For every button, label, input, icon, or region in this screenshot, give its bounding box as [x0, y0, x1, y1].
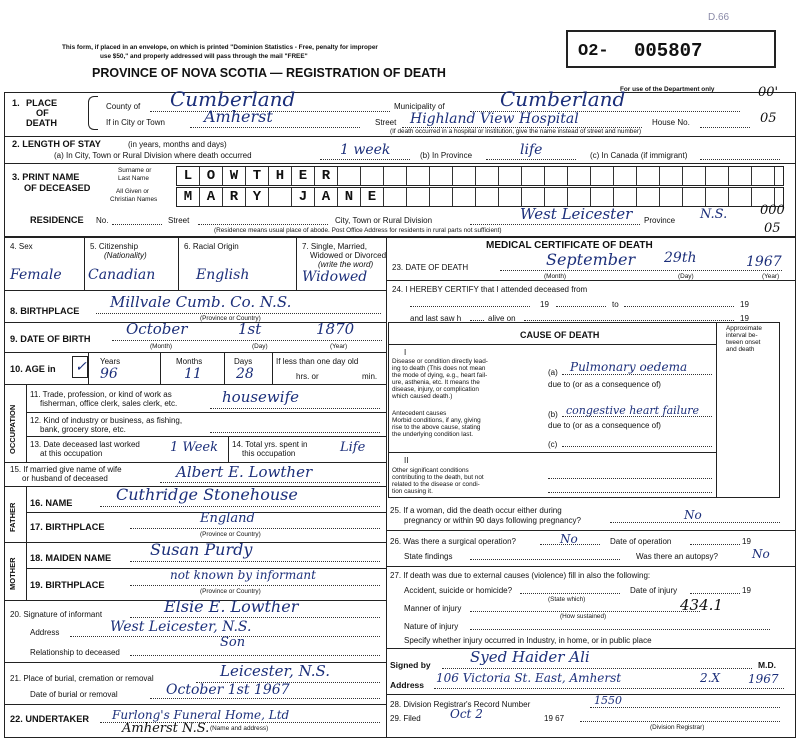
direct-e: disease, injury, or complication	[392, 386, 479, 393]
surname-label-a: Surname or	[118, 167, 152, 174]
direct-d: ure, asthenia, etc. It means the	[392, 379, 480, 386]
roman-1: I	[404, 348, 407, 357]
dob-d-sub: (Day)	[252, 343, 268, 350]
cause-title: CAUSE OF DEATH	[520, 330, 600, 340]
residence-city-label: City, Town or Rural Division	[335, 216, 433, 225]
residence-province: N.S.	[700, 207, 728, 222]
other-a: Other significant conditions	[392, 467, 469, 474]
accident-label: Accident, suicide or homicide?	[404, 586, 513, 595]
ante-b: Morbid conditions, if any, giving	[392, 417, 481, 424]
surname-letter: O	[200, 167, 223, 185]
dob-day: 1st	[238, 320, 262, 338]
due-a: due to (or as a consequence of)	[548, 380, 661, 389]
dob-month: October	[126, 320, 188, 338]
sec2-label: 2. LENGTH OF STAY	[12, 139, 101, 149]
nature-label: Nature of injury	[404, 622, 459, 631]
other-c: related to the disease or condi-	[392, 481, 480, 488]
birthplace-sub: (Province or Country)	[200, 315, 261, 322]
findings-label: State findings	[404, 552, 453, 561]
age-check: ✓	[72, 356, 88, 378]
division-registrar: (Division Registrar)	[650, 724, 705, 731]
dob-year: 1870	[316, 320, 355, 338]
due-b: due to (or as a consequence of)	[548, 421, 661, 430]
autopsy-label: Was there an autopsy?	[636, 552, 718, 561]
residence-street-label: Street	[168, 216, 190, 225]
s12-label-a: 12. Kind of industry or business, as fishing,	[30, 416, 183, 425]
surname-letter: L	[177, 167, 200, 185]
dept-only: For use of the Department only	[620, 86, 715, 93]
surname-letter: W	[223, 167, 246, 185]
dob-y-sub: (Year)	[330, 343, 348, 350]
informant-address: West Leicester, N.S.	[110, 619, 252, 635]
undertaker-label: 22. UNDERTAKER	[10, 714, 89, 724]
given-letter: A	[315, 188, 338, 206]
spouse-value: Albert E. Lowther	[176, 463, 313, 481]
notice-line-1: This form, if placed in an envelope, on which is printed "Dominion Statistics - Free, penalty for improper	[62, 44, 378, 51]
birthplace-value: Millvale Cumb. Co. N.S.	[110, 293, 292, 311]
injury-19: 19	[742, 586, 751, 595]
s13-label-a: 13. Date deceased last worked	[30, 440, 140, 449]
relationship: Son	[220, 635, 246, 650]
father-name: Cuthridge Stonehouse	[116, 485, 298, 504]
undertaker-sub: (Name and address)	[210, 725, 269, 732]
specify-label: Specify whether injury occurred in Industry, in home, or in public place	[404, 636, 652, 645]
sec1-label-b: OF	[36, 108, 49, 118]
surname-letter: H	[269, 167, 292, 185]
other-d: tion causing it.	[392, 488, 433, 495]
doctor-date: 2.X	[700, 671, 720, 685]
s26-label: 26. Was there a surgical operation?	[390, 537, 516, 546]
hospital-note: (If death occurred in a hospital or institution, give the name instead of street and number)	[390, 128, 642, 135]
number-prefix: O2-	[578, 42, 609, 61]
certify-to: to	[612, 300, 619, 309]
filed-label: 29. Filed	[390, 714, 421, 723]
cit-sub: (Nationality)	[104, 251, 147, 260]
age-months-label: Months	[176, 357, 203, 366]
operation-19: 19	[742, 537, 751, 546]
informant-signature: Elsie E. Lowther	[164, 597, 299, 616]
given-letter: R	[223, 188, 246, 206]
surname-boxes	[176, 166, 784, 186]
manner-label: Manner of injury	[404, 604, 462, 613]
signed-label: Signed by	[390, 660, 431, 670]
given-label-a: All Given or	[116, 188, 150, 195]
code-00: 00'	[758, 85, 779, 100]
sec1-num: 1.	[12, 98, 20, 108]
informant-address-label: Address	[30, 628, 60, 637]
death-year: 1967	[746, 254, 782, 270]
stay-a-value: 1 week	[340, 142, 391, 158]
mother-maiden-label: 18. MAIDEN NAME	[30, 553, 112, 563]
municipality-label: Municipality of	[394, 102, 445, 111]
race-label: 6. Racial Origin	[184, 242, 239, 251]
s13-label-b: at this occupation	[40, 449, 103, 458]
age-years-label: Years	[100, 357, 121, 366]
md-label: M.D.	[758, 660, 776, 670]
injury-date-label: Date of injury	[630, 586, 678, 595]
sec1-label-c: DEATH	[26, 118, 57, 128]
s14-label-a: 14. Total yrs. spent in	[232, 440, 308, 449]
s25-label-b: pregnancy or within 90 days following pregnancy?	[404, 516, 581, 525]
interval-b: interval be-	[726, 332, 758, 339]
filed-year: 19 67	[544, 714, 565, 723]
s11-label-b: fisherman, office clerk, sales clerk, etc.	[40, 399, 178, 408]
doctor-year: 1967	[748, 672, 779, 686]
father-name-label: 16. NAME	[30, 498, 73, 508]
house-label: House No.	[652, 118, 690, 127]
municipality-value: Cumberland	[500, 87, 626, 111]
age-days: 28	[236, 366, 254, 382]
code-05b: 05	[764, 221, 781, 236]
residence-province-label: Province	[644, 216, 676, 225]
undertaker-value: Furlong's Funeral Home, Ltd	[112, 708, 290, 722]
residence-note: (Residence means usual place of abode. Post Office Address for residents in rural parts not sufficient)	[214, 227, 502, 234]
certify-19b: 19	[740, 300, 749, 309]
cause-a: Pulmonary oedema	[570, 360, 688, 374]
marital-label-a: 7. Single, Married,	[302, 242, 367, 251]
residence-city: West Leicester	[520, 205, 633, 223]
ante-c: rise to the above cause, stating	[392, 424, 481, 431]
interval-d: and death	[726, 346, 755, 353]
informant-label: 20. Signature of informant	[10, 610, 103, 619]
given-letter: E	[361, 188, 384, 206]
certify-19a: 19	[540, 300, 549, 309]
sec3-label-a: 3. PRINT NAME	[12, 172, 80, 182]
ante-a: Antecedent causes	[392, 410, 447, 417]
stay-b-value: life	[520, 142, 543, 158]
age-label: 10. AGE in	[10, 364, 56, 374]
age-years: 96	[100, 366, 118, 382]
doctor-address: 106 Victoria St. East, Amherst	[436, 671, 622, 685]
stay-c-label: (c) In Canada (if immigrant)	[590, 151, 688, 160]
given-letter: J	[292, 188, 315, 206]
burial-date: October 1st 1967	[166, 682, 290, 698]
direct-a: Disease or condition directly lead-	[392, 358, 488, 365]
death-day: 29th	[664, 250, 697, 266]
given-letter: Y	[246, 188, 269, 206]
mother-vertical-label: MOTHER	[8, 557, 17, 590]
father-vertical-label: FATHER	[8, 502, 17, 532]
death-y-sub: (Year)	[762, 273, 780, 280]
top-stamp: D.66	[708, 12, 730, 23]
cit-label: 5. Citizenship	[90, 242, 139, 251]
medical-title: MEDICAL CERTIFICATE OF DEATH	[486, 240, 653, 251]
relationship-label: Relationship to deceased	[30, 648, 120, 657]
city-label: If in City or Town	[106, 118, 165, 127]
filed-date: Oct 2	[450, 707, 483, 721]
cause-b-label: (b)	[548, 410, 558, 419]
age-days-label: Days	[234, 357, 253, 366]
alive-on: alive on	[488, 314, 516, 323]
death-date-label: 23. DATE OF DEATH	[392, 263, 469, 272]
s11-label-a: 11. Trade, profession, or kind of work as	[30, 390, 172, 399]
notice-line-2: use $50," and properly addressed will pass through the mail "FREE"	[100, 53, 308, 60]
county-label: County of	[106, 102, 141, 111]
sec2-sub: (in years, months and days)	[128, 140, 227, 149]
cause-b: congestive heart failure	[566, 404, 700, 417]
given-name-boxes	[176, 187, 784, 207]
sex-label: 4. Sex	[10, 242, 33, 251]
code-05: 05	[760, 111, 777, 126]
sec1-label-a: PLACE	[26, 98, 58, 108]
s27-label: 27. If death was due to external causes (violence) fill in also the following:	[390, 571, 651, 580]
marital-value: Widowed	[302, 269, 368, 285]
total-years: Life	[340, 440, 366, 455]
code-000: 000	[760, 203, 785, 218]
given-letter	[269, 188, 292, 206]
county-value: Cumberland	[170, 87, 296, 111]
residence-label: RESIDENCE	[30, 215, 84, 225]
surgery-value: No	[560, 532, 578, 546]
father-birthplace-label: 17. BIRTHPLACE	[30, 522, 105, 532]
other-b: contributing to the death, but not	[392, 474, 484, 481]
cit-value: Canadian	[88, 267, 156, 283]
burial-label: 21. Place of burial, cremation or removal	[10, 674, 154, 683]
pregnancy-value: No	[684, 508, 702, 522]
father-birthplace: England	[200, 511, 255, 526]
street-value: Highland View Hospital	[410, 111, 579, 127]
birthplace-label: 8. BIRTHPLACE	[10, 306, 80, 316]
certify-19c: 19	[740, 314, 749, 323]
given-label-b: Christian Names	[110, 196, 158, 203]
last-saw: and last saw h	[410, 314, 462, 323]
registration-number: 005807	[634, 40, 703, 62]
surname-label-b: Last Name	[118, 175, 149, 182]
death-m-sub: (Month)	[544, 273, 567, 280]
marital-label-c: (write the word)	[318, 260, 374, 269]
stay-b-label: (b) In Province	[420, 151, 473, 160]
death-d-sub: (Day)	[678, 273, 694, 280]
direct-c: the mode of dying, e.g., heart fail-	[392, 372, 488, 379]
surname-letter: E	[292, 167, 315, 185]
sex-value: Female	[10, 267, 62, 283]
cause-c-label: (c)	[548, 440, 558, 449]
last-worked: 1 Week	[170, 440, 218, 455]
form-title: PROVINCE OF NOVA SCOTIA — REGISTRATION OF DEATH	[92, 66, 446, 80]
dob-label: 9. DATE OF BIRTH	[10, 334, 91, 344]
autopsy-value: No	[752, 547, 770, 561]
direct-f: which caused death.)	[392, 393, 453, 400]
marital-label-b: Widowed or Divorced	[310, 251, 387, 260]
s25-label-a: 25. If a woman, did the death occur either during	[390, 506, 562, 515]
age-months: 11	[184, 366, 202, 382]
death-month: September	[546, 250, 636, 269]
father-birthplace-sub: (Province or Country)	[200, 531, 261, 538]
mother-birthplace-label: 19. BIRTHPLACE	[30, 580, 105, 590]
stay-a-label: (a) In City, Town or Rural Division where death occurred	[54, 151, 252, 160]
roman-2: II	[404, 456, 409, 465]
given-letter: A	[200, 188, 223, 206]
mother-maiden: Susan Purdy	[150, 540, 253, 559]
direct-b: ing to death (This does not mean	[392, 365, 486, 372]
burial-place: Leicester, N.S.	[220, 662, 331, 680]
age-min: min.	[362, 372, 378, 381]
cause-a-label: (a)	[548, 368, 558, 377]
occupation-value: housewife	[222, 388, 299, 406]
surname-letter: T	[246, 167, 269, 185]
s12-label-b: bank, grocery store, etc.	[40, 425, 126, 434]
operation-date-label: Date of operation	[610, 537, 672, 546]
s15-label-b: or husband of deceased	[22, 474, 108, 483]
state-which: (State which)	[548, 596, 586, 603]
signed-value: Syed Haider Ali	[470, 648, 590, 666]
street-label: Street	[375, 118, 397, 127]
undertaker-value-2: Amherst N.S.	[122, 721, 210, 736]
burial-date-label: Date of burial or removal	[30, 690, 118, 699]
mother-birthplace: not known by informant	[170, 568, 316, 582]
age-less-label: If less than one day old	[276, 357, 359, 366]
s15-label-a: 15. If married give name of wife	[10, 465, 122, 474]
interval-c: tween onset	[726, 339, 761, 346]
sec3-label-b: OF DECEASED	[24, 183, 91, 193]
dob-m-sub: (Month)	[150, 343, 173, 350]
age-hrs: hrs. or	[296, 372, 319, 381]
given-letter: M	[177, 188, 200, 206]
sec1-bracket	[88, 96, 98, 130]
doctor-address-label: Address	[390, 680, 425, 690]
surname-letter: R	[315, 167, 338, 185]
icd-code: 434.1	[680, 596, 723, 614]
race-value: English	[196, 267, 250, 283]
residence-no-label: No.	[96, 216, 109, 225]
city-value: Amherst	[204, 107, 273, 126]
mother-birthplace-sub: (Province or Country)	[200, 588, 261, 595]
how-sustained: (How sustained)	[560, 613, 607, 620]
interval-a: Approximate	[726, 325, 762, 332]
record-number-label: 28. Division Registrar's Record Number	[390, 700, 531, 709]
s14-label-b: this occupation	[242, 449, 296, 458]
ante-d: the underlying condition last.	[392, 431, 474, 438]
given-letter: N	[338, 188, 361, 206]
record-number: 1550	[594, 694, 622, 707]
certify-label: 24. I HEREBY CERTIFY that I attended deceased from	[392, 285, 588, 294]
registration-number-box	[566, 30, 776, 68]
occupation-vertical-label: OCCUPATION	[8, 404, 17, 454]
